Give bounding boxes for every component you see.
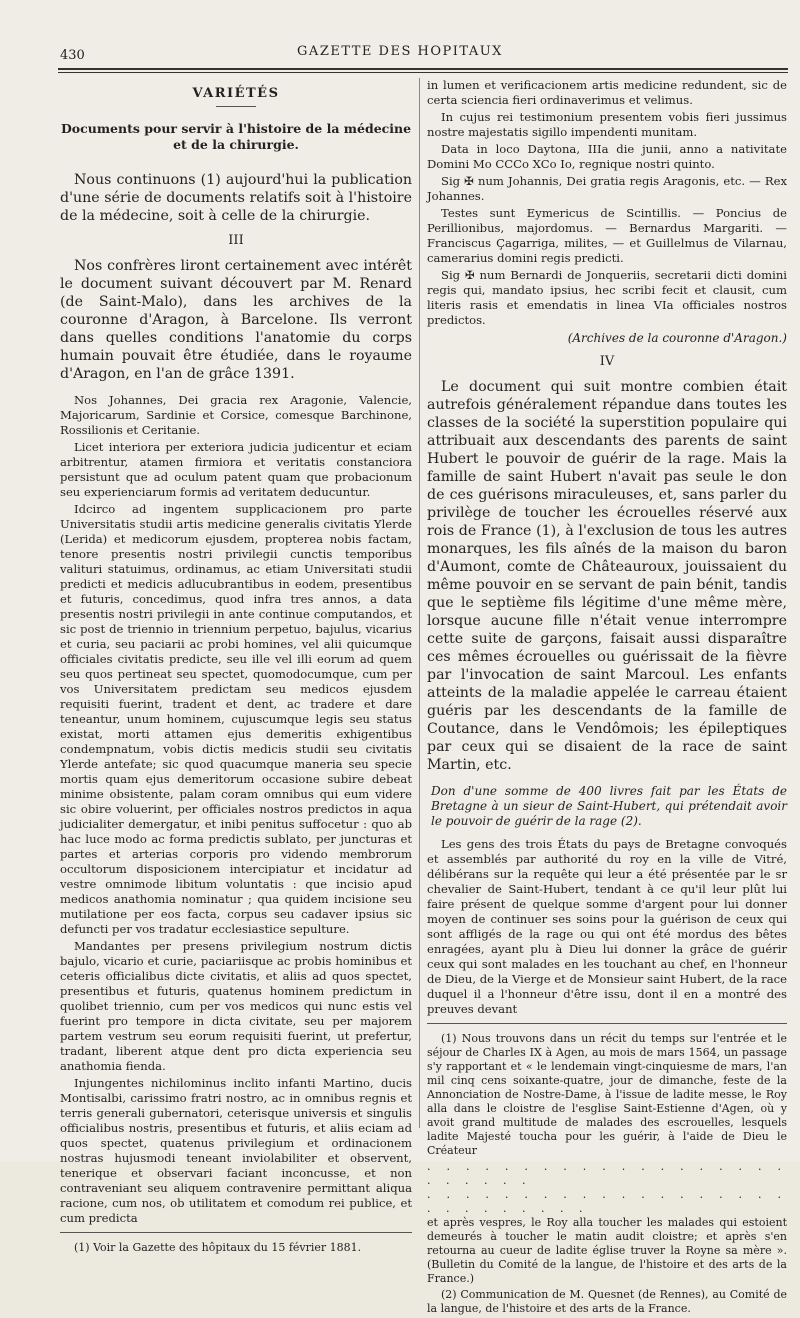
right-column bbox=[427, 78, 787, 1318]
journal-title: GAZETTE DES HOPITAUX bbox=[297, 44, 503, 59]
page-number: 430 bbox=[60, 48, 85, 63]
roman-numeral-3: III bbox=[228, 233, 244, 248]
ellipsis-line: . . . . . . . . . . . . . . . . . . . . . . . . . bbox=[427, 1160, 787, 1187]
section-title: VARIÉTÉS bbox=[192, 86, 280, 101]
doc4-intro: Le document qui suit montre combien était autrefois généralement répandue dans toutes les classes de la société la superstition populaire qui attribuait aux descendants des parents de saint Hubert le pouvoir de guérir de la rage. Mais la famille de saint Hubert n'avait pas seule le don de ces guérisons miraculeuses, et, sans parler du privilège de toucher les écrouelles réservé aux rois de France (1), à l'exclusion de tous les autres monarques, les fils aînés de la maison du baron d'Aumont, comte de Châteauroux, jouissaient du même pouvoir en se servant de pain bénit, tandis que le septième fils légitime d'une même mère, lorsque aucune fille n'était venue interrompre cette suite de garçons, faisait aussi disparaître ces mêmes écrouelles ou guérissait de la fièvre par l'invocation de saint Marcoul. Les enfants atteints de la maladie appelée le carreau étaient guéris par les descendants de la famille de Coutance, dans le Vendômois; les épileptiques par ceux qui se disaient de la race de saint Martin, etc. bbox=[427, 379, 787, 773]
article-title: Documents pour servir à l'histoire de la médecine et de la chirurgie. bbox=[60, 121, 412, 152]
latin-para: Sig ✠ num Bernardi de Jonqueriis, secretarii dicti domini regis qui, mandato ipsius, hec scribi fecit et clausit, cum literis rasis et emendatis in linea VIa officiales nostros predictos. bbox=[427, 268, 787, 327]
section-divider bbox=[216, 106, 256, 107]
header-rule-thin bbox=[58, 72, 788, 73]
latin-para: In cujus rei testimonium presentem vobis fieri jussimus nostre majestatis sigillo impendenti munitam. bbox=[427, 110, 787, 139]
latin-para: Sig ✠ num Johannis, Dei gratia regis Aragonis, etc. — Rex Johannes. bbox=[427, 174, 787, 203]
footnote: (1) Voir la Gazette des hôpitaux du 15 février 1881. bbox=[74, 1241, 362, 1254]
latin-para: in lumen et verificacionem artis medicine redundent, sic de certa sciencia fieri ordinaverimus et velimus. bbox=[427, 78, 787, 107]
latin-para: Nos Johannes, Dei gracia rex Aragonie, Valencie, Majoricarum, Sardinie et Corsice, comesque Barchinone, Rossilionis et Ceritanie. bbox=[60, 393, 412, 437]
latin-para: Licet interiora per exteriora judicia judicentur et eciam arbitrentur, atamen firmiora et veritatis constanciora persistunt que ad oculum patent quam que probacionum seu experienciarum formis ad veritatem deducuntur. bbox=[60, 440, 412, 499]
column-divider bbox=[419, 78, 420, 1128]
footnote-rule bbox=[60, 1232, 412, 1233]
roman-numeral-4: IV bbox=[599, 354, 615, 369]
latin-para: Data in loco Daytona, IIIa die junii, anno a nativitate Domini Mo CCCo XCo Io, regnique nostri quinto. bbox=[427, 142, 787, 171]
french-para: Les gens des trois États du pays de Bretagne convoqués et assemblés par authorité du roy en la ville de Vitré, délibérans sur la requête qui leur a été présentée par le sr chevalier de Saint-Hubert, tendant à ce qu'il leur plût lui faire présent de quelque somme d'argent pour lui donner moyen de continuer ses soins pour la guérison de ceux qui sont affligés de la rage ou qui ont été mordus des bêtes enragées, ayant plu à Dieu lui donner la grâce de guérir ceux qui sont malades en les touchant au chef, en l'honneur de Dieu, de la Vierge et de Monsieur saint Hubert, de la race duquel il a l'honneur d'être issu, dont il en a montré des preuves devant bbox=[427, 837, 787, 1016]
document-title: Don d'une somme de 400 livres fait par les États de Bretagne à un sieur de Saint-Hubert, qui prétendait avoir le pouvoir de guérir de la rage (2). bbox=[431, 784, 787, 828]
footnote: et après vespres, le Roy alla toucher les malades qui estoient demeurés à toucher le matin audit cloistre; et après s'en retourna au cueur de ladite église truver la Royne sa mère ». (Bulletin du Comité de la langue, de l'histoire et des arts de la France.) bbox=[427, 1216, 787, 1285]
intro-paragraph: Nous continuons (1) aujourd'hui la publication d'une série de documents relatifs soit à l'histoire de la médecine, soit à celle de la chirurgie. bbox=[60, 172, 412, 224]
doc3-intro: Nos confrères liront certainement avec intérêt le document suivant découvert par M. Renard (de Saint-Malo), dans les archives de la couronne d'Aragon, à Barcelone. Ils verront dans quelles conditions l'anatomie du corps humain pouvait être étudiée, dans le royaume d'Aragon, en l'an de grâce 1391. bbox=[60, 258, 412, 382]
source-citation: (Archives de la couronne d'Aragon.) bbox=[567, 331, 787, 345]
latin-para: Testes sunt Eymericus de Scintillis. — Poncius de Perillionibus, majordomus. — Bernardus Margariti. — Franciscus Çagarriga, milites, — et Guillelmus de Vilarnau, camerarius domini regis predicti. bbox=[427, 206, 787, 265]
footnote-rule bbox=[427, 1023, 787, 1024]
left-column bbox=[60, 78, 412, 1257]
header-rule bbox=[58, 68, 788, 70]
footnote: (1) Nous trouvons dans un récit du temps sur l'entrée et le séjour de Charles IX à Agen, au mois de mars 1564, un passage s'y rapportant et « le lendemain vingt-cinquiesme de mars, l'an mil cinq cens soixante-quatre, jour de dimanche, feste de la Annonciation de Nostre-Dame, à l'issue de ladite messe, le Roy alla dans le cloistre de l'esglise Saint-Estienne d'Agen, où y avoit grand multitude de malades des escrouelles, lesquels ladite Majesté toucha pour les guérir, à l'aide de Dieu le Créateur bbox=[427, 1032, 787, 1157]
latin-para: Injungentes nichilominus inclito infanti Martino, ducis Montisalbi, carissimo fratri nostro, ac in omnibus regnis et terris generali gubernatori, ceterisque universis et singulis officialibus nostris, presentibus et futuris, et aliis eciam ad quos spectet, quatenus privilegium et ordinacionem nostras hujusmodi teneant inviolabiliter et observent, tenerique et observari faciant inconcusse, et non contraveniant seu aliquem contravenire permittant aliqua racione, cum nos, ob utilitatem et comodum rei publice, et cum predicta bbox=[60, 1076, 412, 1225]
latin-para: Idcirco ad ingentem supplicacionem pro parte Universitatis studii artis medicine generalis civitatis Ylerde (Lerida) et medicorum ejusdem, propterea nobis factam, tenore presentis nostri privilegii cunctis temporibus valituri statuimus, ordinamus, ac etiam Universitati studii predicti et medicis adlucubrantibus in eodem, presentibus et futuris, concedimus, quod infra tres annos, a data presentis nostri privilegii in ante continue computandos, et sic post de triennio in triennium perpetuo, bajulus, vicarius et curia, seu paciarii ac probi homines, vel alii quicumque officiales civitatis predicte, seu ille vel illi eorum ad quem seu quos pertineat seu spectet, quomodocumque, cum per vos Universitatem predictam seu medicos ejusdem requisiti fuerint, tradent et dent, ac tradere et dare teneantur, unum hominem, cujuscumque legis seu status existat, morti attamen ejus demeritis exhigentibus condempnatum, vobis dictis medicis studii seu civitatis Ylerde antefate; sic quod quacumque maneria seu specie mortis quam ejus demeritorum occasione subire debeat minime obsistente, palam coram omnibus qui eum videre sic obire voluerint, per officiales nostros predictos in aqua judicialiter demergatur, et inibi penitus suffocetur : quo ab hac luce modo ac forma predictis sublato, per juncturas et partes et arterias corporis pro videndo membrorum occultorum disposicionem intercipiatur et incidatur ad vestre omnimode libitum voluntatis : que incisio apud medicos anathomia nominatur ; qua quidem incisione seu mutilatione per eos facta, corpus seu cadaver ipsius sic defuncti per vos tradatur ecclesiastice sepulture. bbox=[60, 502, 412, 936]
footnote: (2) Communication de M. Quesnet (de Rennes), au Comité de la langue, de l'histoire et des arts de la France. bbox=[427, 1288, 787, 1315]
latin-para: Mandantes per presens privilegium nostrum dictis bajulo, vicario et curie, paciariisque ac probis hominibus et ceteris officialibus dicte civitatis, et aliis ad quos spectet, presentibus et futuris, quatenus hominem predictum in quolibet triennio, cum per vos medicos qui nunc estis vel fuerint pro tempore in dicta civitate, seu per majorem partem vestrum seu eorum requisiti fuerint, ut prefertur, tradant, liberent atque dent pro dicta experiencia seu anathomia fienda. bbox=[60, 939, 412, 1073]
ellipsis-line: . . . . . . . . . . . . . . . . . . . . . . . . . . . . bbox=[427, 1188, 787, 1215]
